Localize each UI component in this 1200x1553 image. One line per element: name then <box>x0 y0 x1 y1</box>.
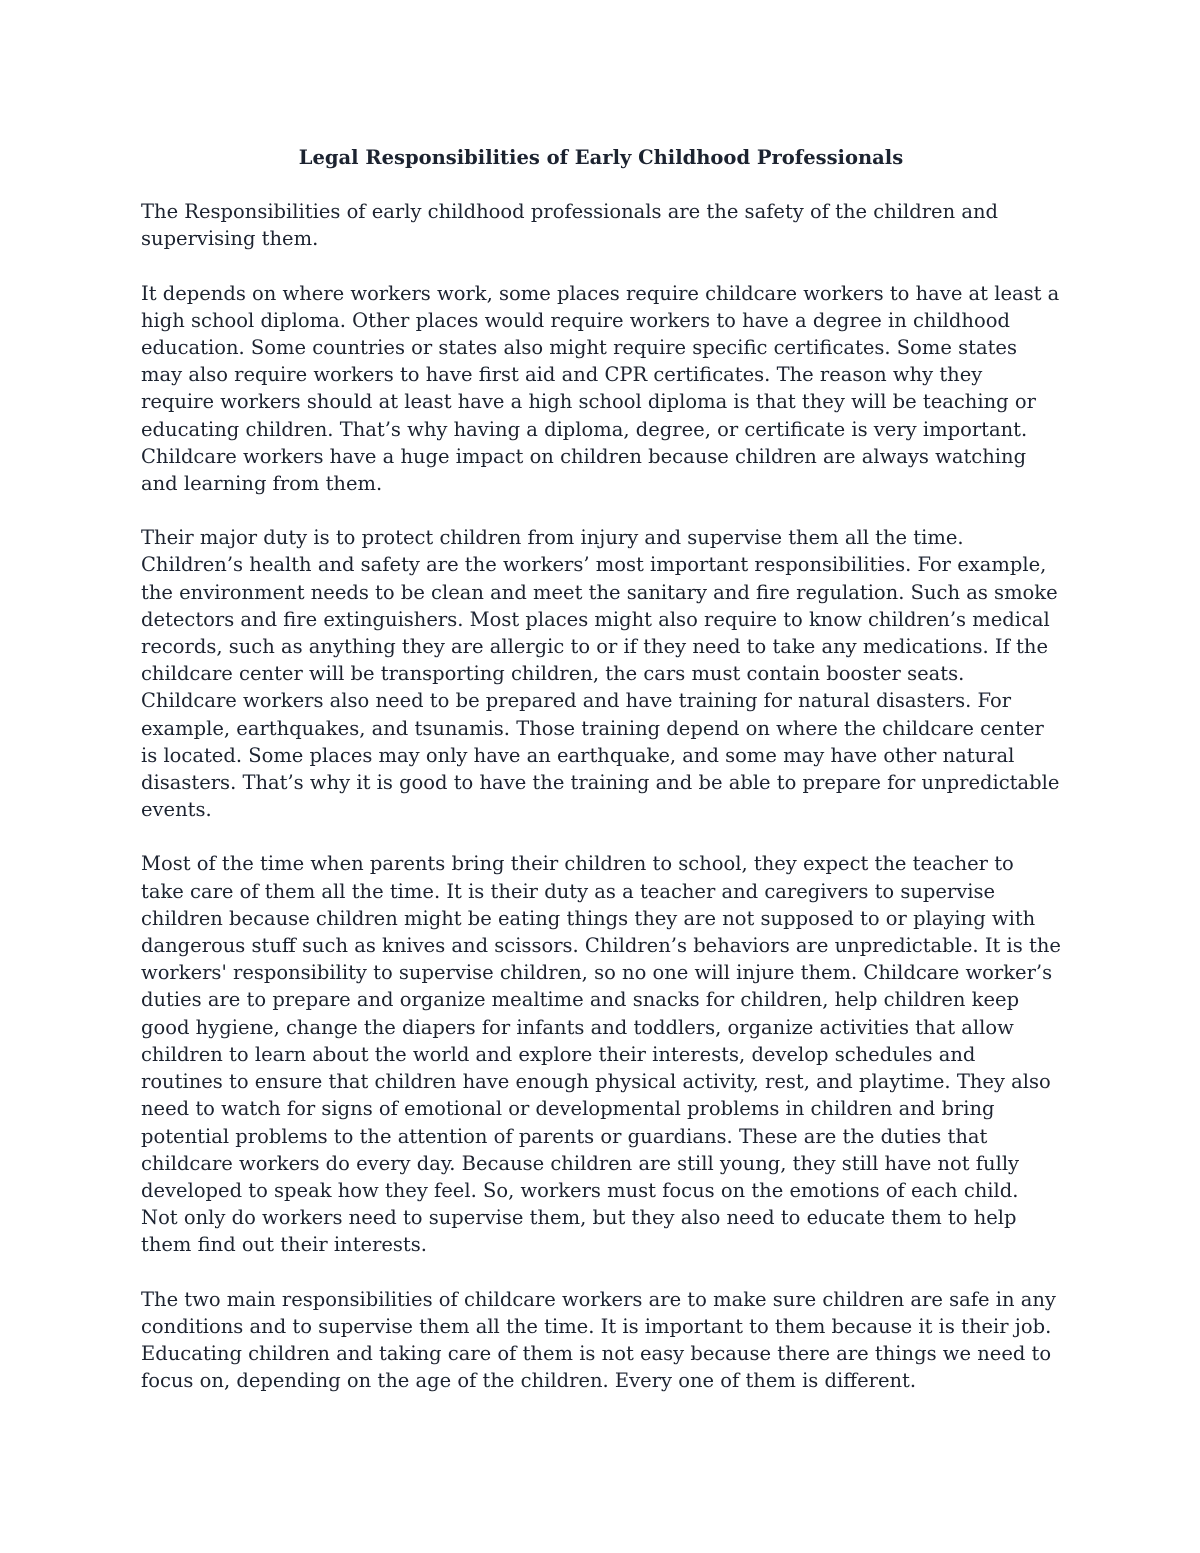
paragraph-supervision-duties: Most of the time when parents bring their children to school, they expect the teacher to take care of them all the time. It is their duty as a teacher and caregivers to supervise children because children might be eating things they are not supposed to or playing with dangerous stuff such as knives and scissors. Children’s behaviors are unpredictable. It is the workers' responsibility to supervise children, so no one will injure them. Childcare worker’s duties are to prepare and organize mealtime and snacks for children, help children keep good hygiene, change the diapers for infants and toddlers, organize activities that allow children to learn about the world and explore their interests, develop schedules and routines to ensure that children have enough physical activity, rest, and playtime. They also need to watch for signs of emotional or developmental problems in children and bring potential problems to the attention of parents or guardians. These are the duties that childcare workers do every day. Because children are still young, they still have not fully developed to speak how they feel. So, workers must focus on the emotions of each child. Not only do workers need to supervise them, but they also need to educate them to help them find out their interests. <box>141 852 1061 1257</box>
paragraph-conclusion: The two main responsibilities of childcare workers are to make sure children are safe in any conditions and to supervise them all the time. It is important to them because it is their job. Educating children and taking care of them is not easy because there are things we need to focus on, depending on the age of the children. Every one of them is different. <box>141 1287 1056 1393</box>
document-title: Legal Responsibilities of Early Childhood Professionals <box>298 146 904 169</box>
paragraph-qualifications: It depends on where workers work, some places require childcare workers to have at least a high school diploma. Other places would require workers to have a degree in childhood education. Some countries or states also might require specific certificates. Some states may also require workers to have first aid and CPR certificates. The reason why they require workers should at least have a high school diploma is that they will be teaching or educating children. That’s why having a diploma, degree, or certificate is very important. Childcare workers have a huge impact on children because children are always watching and learning from them. <box>141 281 1060 496</box>
paragraph-intro: The Responsibilities of early childhood professionals are the safety of the children and supervising them. <box>141 200 999 251</box>
document-body <box>141 144 1061 1421</box>
paragraph-safety-duties: Their major duty is to protect children from injury and supervise them all the time. Children’s health and safety are the workers’ most important responsibilities. For example, the environment needs to be clean and meet the sanitary and fire regulation. Such as smoke detectors and fire extinguishers. Most places might also require to know children’s medical records, such as anything they are allergic to or if they need to take any medications. If the childcare center will be transporting children, the cars must contain booster seats. Childcare workers also need to be prepared and have training for natural disasters. For example, earthquakes, and tsunamis. Those training depend on where the childcare center is located. Some places may only have an earthquake, and some may have other natural disasters. That’s why it is good to have the training and be able to prepare for unpredictable events. <box>141 526 1060 822</box>
